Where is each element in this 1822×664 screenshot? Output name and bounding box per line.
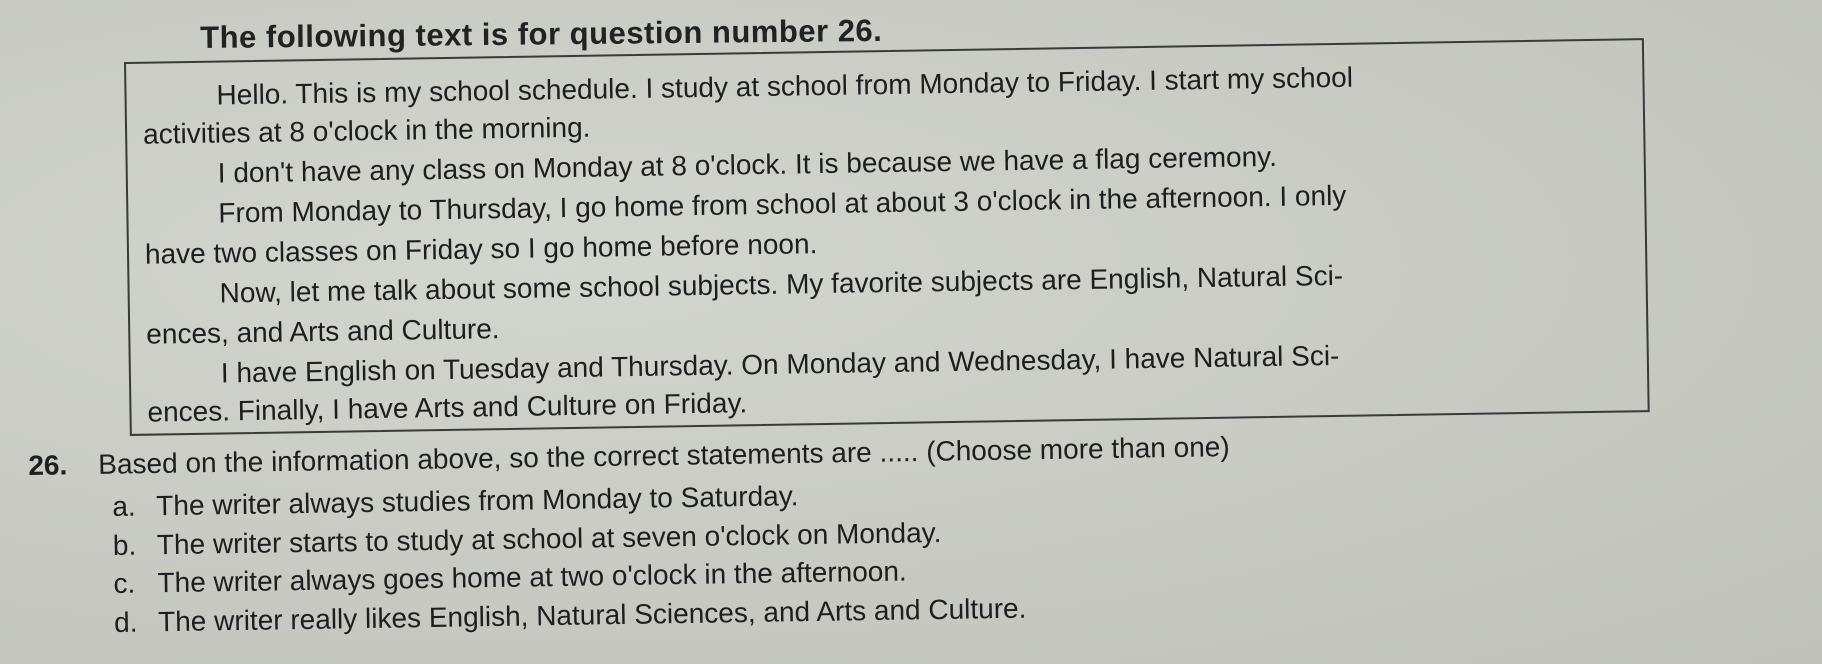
option-letter: c. — [113, 567, 136, 599]
passage-line: ences, and Arts and Culture. — [146, 313, 500, 350]
section-heading: The following text is for question number 26. — [200, 12, 883, 55]
passage-line: ences. Finally, I have Arts and Culture on Friday. — [147, 387, 748, 428]
passage-line: Hello. This is my school schedule. I study at school from Monday to Friday. I start my school — [216, 61, 1354, 111]
passage-line: I don't have any class on Monday at 8 o'clock. It is because we have a flag ceremony. — [217, 140, 1278, 189]
option-text: The writer always studies from Monday to Saturday. — [156, 480, 799, 522]
question-text: Based on the information above, so the correct statements are ..... (Choose more than one) — [98, 431, 1230, 480]
question-26 — [28, 428, 1230, 485]
passage-line: have two classes on Friday so I go home before noon. — [144, 228, 818, 270]
answer-options — [112, 474, 1027, 642]
passage-line: activities at 8 o'clock in the morning. — [142, 111, 591, 150]
passage-line: From Monday to Thursday, I go home from school at about 3 o'clock in the afternoon. I only — [218, 179, 1347, 229]
passage-line: I have English on Tuesday and Thursday. On Monday and Wednesday, I have Natural Sci- — [220, 339, 1340, 389]
passage-box — [124, 38, 1650, 436]
option-letter: d. — [113, 606, 138, 638]
option-letter: a. — [112, 490, 136, 522]
passage-line: Now, let me talk about some school subjects. My favorite subjects are English, Natural Sci- — [219, 259, 1344, 309]
option-letter: b. — [112, 529, 137, 561]
option-text: The writer starts to study at school at seven o'clock on Monday. — [156, 516, 942, 560]
question-number: 26. — [28, 449, 68, 481]
option-text: The writer really likes English, Natural Sciences, and Arts and Culture. — [157, 592, 1027, 637]
option-text: The writer always goes home at two o'clock in the afternoon. — [157, 555, 907, 599]
